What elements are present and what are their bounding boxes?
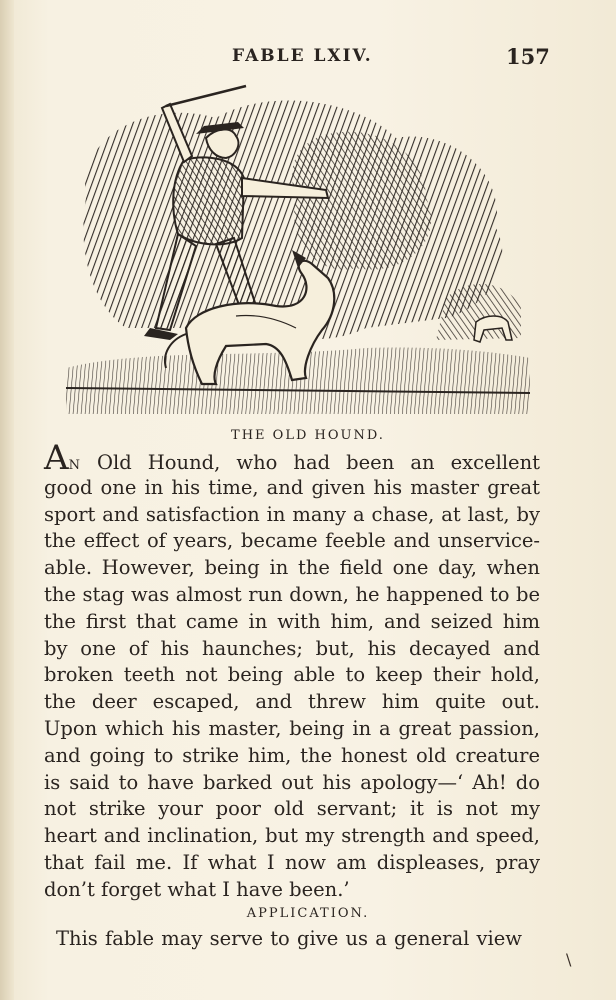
text-line-3: sport and satisfaction in many a chase, at last, by: [44, 502, 540, 526]
drop-cap: A: [44, 438, 69, 478]
woodcut-illustration-hunter-and-hound-icon: [66, 78, 530, 414]
text-line-10: the deer escaped, and threw him quite out.: [44, 690, 540, 714]
text-line-8: by one of his haunches; but, his decayed and: [44, 636, 540, 660]
text-line-1: [44, 438, 540, 478]
page-number: 157: [506, 44, 550, 69]
fable-title: THE OLD HOUND.: [231, 428, 385, 443]
application-text: [56, 926, 522, 953]
text-line-12: and going to strike him, the honest old creature: [44, 743, 540, 767]
page-gutter: [0, 0, 14, 1000]
text-line-2: good one in his time, and given his master great: [44, 475, 540, 499]
page-header: [0, 44, 616, 74]
text-line-6: the stag was almost run down, he happened to be: [44, 582, 540, 606]
text-line-16: that fail me. If what I now am displeases, pray: [44, 850, 540, 874]
text-line-4: the effect of years, became feeble and unservice-: [44, 529, 540, 553]
application-heading: APPLICATION.: [246, 906, 370, 921]
text-line-9: broken teeth not being able to keep their hold,: [44, 663, 540, 687]
drop-cap-continuation: N: [68, 458, 81, 473]
text-line-7: the first that came in with him, and seized him: [44, 609, 540, 633]
fable-text: [44, 438, 540, 904]
application-line-1: This fable may serve to give us a general view: [56, 927, 522, 950]
text-line-14: not strike your poor old servant; it is not my: [44, 797, 540, 821]
text-line-11: Upon which his master, being in a great passion,: [44, 716, 540, 740]
margin-mark: \: [566, 950, 572, 969]
running-head: FABLE LXIV.: [232, 46, 373, 66]
text-line-13: is said to have barked out his apology—‘ Ah! do: [44, 770, 540, 794]
text-line-1-rest: Old Hound, who had been an excellent: [80, 451, 540, 474]
text-line-5: able. However, being in the field one day, when: [44, 556, 540, 580]
text-line-15: heart and inclination, but my strength and speed,: [44, 824, 540, 848]
text-line-17: don’t forget what I have been.’: [44, 877, 350, 901]
